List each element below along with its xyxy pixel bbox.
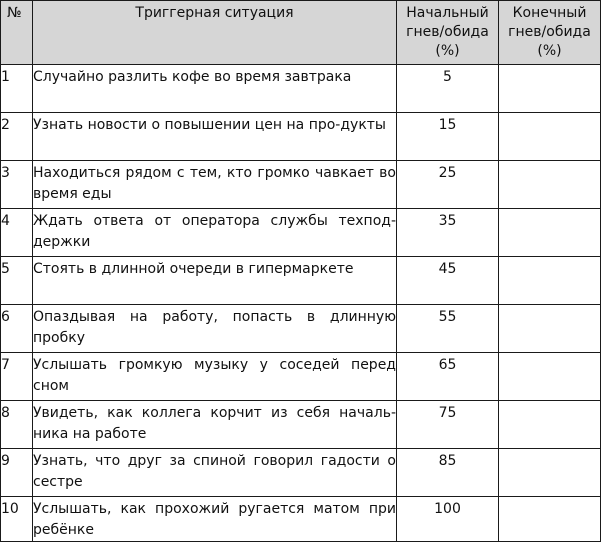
row-situation: Увидеть, как коллега корчит из себя началь-ника на работе xyxy=(33,401,397,449)
table-row xyxy=(1,209,601,257)
table-row xyxy=(1,305,601,353)
row-final-anger[interactable] xyxy=(499,257,601,305)
row-initial-anger: 5 xyxy=(397,65,499,113)
header-initial-line-1: Начальный xyxy=(406,5,489,21)
row-final-anger[interactable] xyxy=(499,65,601,113)
table-row xyxy=(1,257,601,305)
row-initial-anger: 85 xyxy=(397,449,499,497)
row-number: 6 xyxy=(1,305,33,353)
row-number: 8 xyxy=(1,401,33,449)
header-final-line-1: Конечный xyxy=(512,5,587,21)
header-situation xyxy=(33,1,397,65)
row-number: 7 xyxy=(1,353,33,401)
table-row xyxy=(1,353,601,401)
row-situation: Находиться рядом с тем, кто громко чавкает во время еды xyxy=(33,161,397,209)
row-number: 1 xyxy=(1,65,33,113)
row-situation: Услышать громкую музыку у соседей перед сном xyxy=(33,353,397,401)
row-initial-anger: 75 xyxy=(397,401,499,449)
row-situation: Случайно разлить кофе во время завтрака xyxy=(33,65,397,113)
header-final-anger xyxy=(499,1,601,65)
row-initial-anger: 15 xyxy=(397,113,499,161)
row-number: 5 xyxy=(1,257,33,305)
header-initial-line-3: (%) xyxy=(435,43,460,59)
row-initial-anger: 65 xyxy=(397,353,499,401)
row-initial-anger: 25 xyxy=(397,161,499,209)
row-number: 9 xyxy=(1,449,33,497)
row-final-anger[interactable] xyxy=(499,113,601,161)
row-number: 2 xyxy=(1,113,33,161)
header-row xyxy=(1,1,601,65)
table-body xyxy=(1,65,601,542)
row-number: 10 xyxy=(1,497,33,542)
row-final-anger[interactable] xyxy=(499,401,601,449)
row-situation: Узнать новости о повышении цен на про-дукты xyxy=(33,113,397,161)
row-final-anger[interactable] xyxy=(499,209,601,257)
table-row xyxy=(1,497,601,542)
table-row xyxy=(1,113,601,161)
row-final-anger[interactable] xyxy=(499,497,601,542)
row-final-anger[interactable] xyxy=(499,161,601,209)
table-row xyxy=(1,161,601,209)
row-initial-anger: 35 xyxy=(397,209,499,257)
table-row xyxy=(1,401,601,449)
header-initial-line-2: гнев/обида xyxy=(406,24,489,40)
row-initial-anger: 100 xyxy=(397,497,499,542)
row-final-anger[interactable] xyxy=(499,449,601,497)
row-number: 3 xyxy=(1,161,33,209)
header-final-line-2: гнев/обида xyxy=(508,24,591,40)
table-row xyxy=(1,449,601,497)
row-situation: Узнать, что друг за спиной говорил гадости о сестре xyxy=(33,449,397,497)
row-situation: Опаздывая на работу, попасть в длинную пробку xyxy=(33,305,397,353)
row-final-anger[interactable] xyxy=(499,353,601,401)
header-number xyxy=(1,1,33,65)
header-situation-label: Триггерная ситуация xyxy=(135,5,294,21)
row-situation: Стоять в длинной очереди в гипермаркете xyxy=(33,257,397,305)
row-situation: Ждать ответа от оператора службы техпод-держки xyxy=(33,209,397,257)
row-initial-anger: 45 xyxy=(397,257,499,305)
header-final-line-3: (%) xyxy=(537,43,562,59)
header-number-label: № xyxy=(7,5,22,21)
header-initial-anger xyxy=(397,1,499,65)
row-initial-anger: 55 xyxy=(397,305,499,353)
row-final-anger[interactable] xyxy=(499,305,601,353)
table-row xyxy=(1,65,601,113)
row-situation: Услышать, как прохожий ругается матом при ребёнке xyxy=(33,497,397,542)
row-number: 4 xyxy=(1,209,33,257)
